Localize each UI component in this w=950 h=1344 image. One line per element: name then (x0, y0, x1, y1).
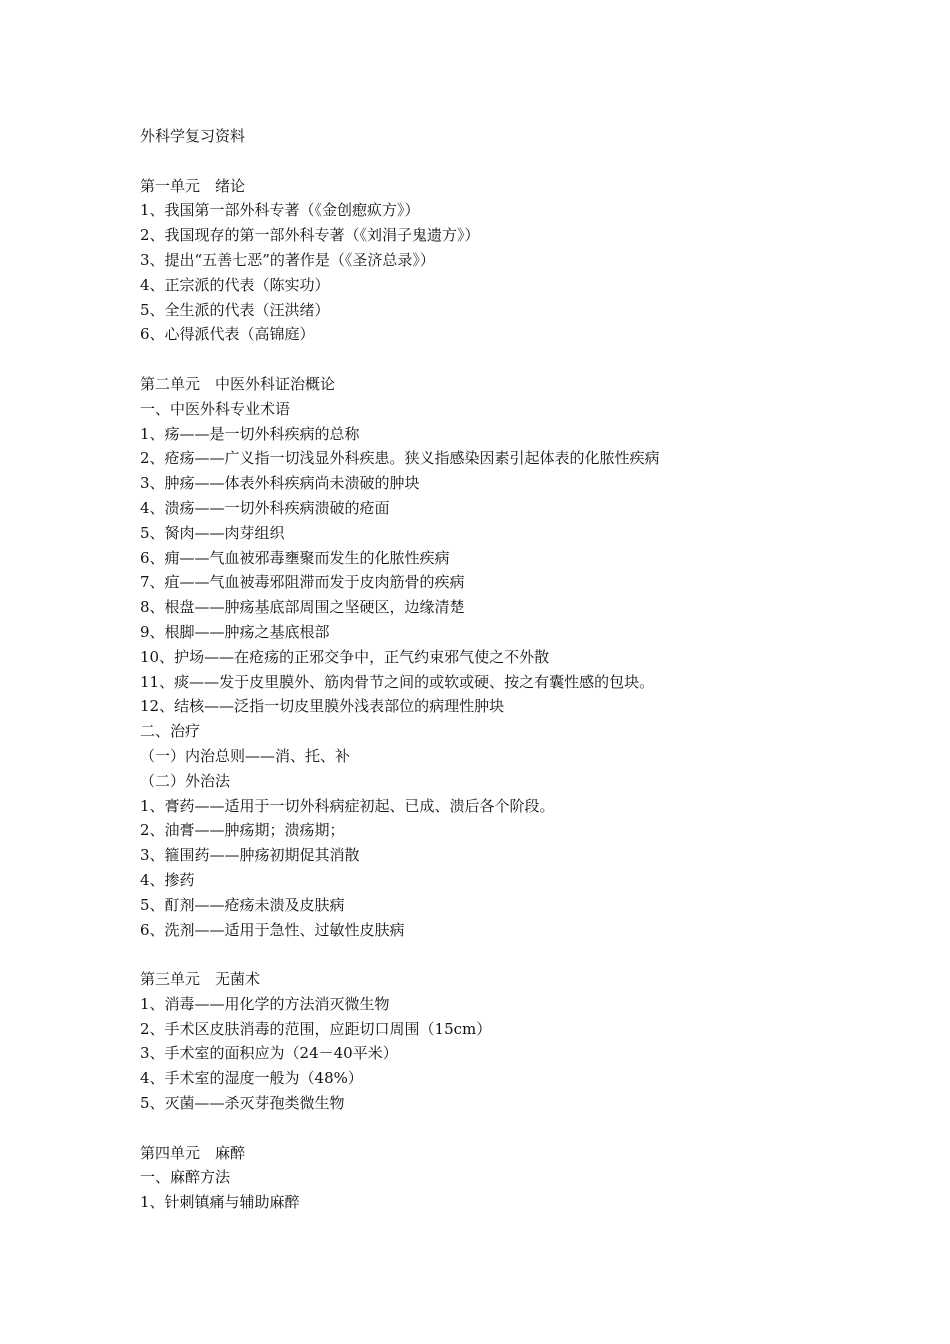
list-item: 5、全生派的代表（汪洪绪） (140, 300, 330, 319)
list-item: 6、痈——气血被邪毒壅聚而发生的化脓性疾病 (140, 548, 450, 567)
blank-line (140, 149, 900, 174)
list-item: 9、根脚——肿疡之基底根部 (140, 622, 330, 641)
blank-line (140, 347, 900, 372)
list-item: 4、掺药 (140, 870, 195, 889)
unit4-heading: 第四单元 麻醉 (140, 1143, 246, 1162)
list-item: 2、疮疡——广义指一切浅显外科疾患。狭义指感染因素引起体表的化脓性疾病 (140, 449, 660, 468)
list-item: 6、洗剂——适用于急性、过敏性皮肤病 (140, 920, 405, 939)
internal-treatment-principle: （一）内治总则——消、托、补 (140, 746, 351, 765)
list-item: 5、灭菌——杀灭芽孢类微生物 (140, 1094, 345, 1113)
blank-line (140, 942, 900, 967)
list-item: 3、手术室的面积应为（24－40平米） (140, 1044, 398, 1063)
list-item: 1、我国第一部外科专著（《金创瘛疭方》） (140, 201, 420, 220)
list-item: 8、根盘——肿疡基底部周围之坚硬区，边缘清楚 (140, 598, 465, 617)
document-title: 外科学复习资料 (140, 127, 246, 145)
list-item: 5、胬肉——肉芽组织 (140, 523, 285, 542)
list-item: 2、我国现存的第一部外科专著（《刘涓子鬼遗方》） (140, 226, 480, 245)
list-item: 3、肿疡——体表外科疾病尚未溃破的肿块 (140, 474, 420, 493)
list-item: 1、膏药——适用于一切外科病症初起、已成、溃后各个阶段。 (140, 796, 555, 815)
list-item: 10、护场——在疮疡的正邪交争中，正气约束邪气使之不外散 (140, 647, 550, 666)
unit1-heading: 第一单元 绪论 (140, 176, 246, 195)
list-item: 1、消毒——用化学的方法消灭微生物 (140, 994, 390, 1013)
list-item: 12、结核——泛指一切皮里膜外浅表部位的病理性肿块 (140, 697, 505, 716)
document-page (140, 124, 900, 1215)
unit4-subheading-methods: 一、麻醉方法 (140, 1168, 231, 1187)
list-item: 1、针刺镇痛与辅助麻醉 (140, 1193, 300, 1212)
list-item: 4、正宗派的代表（陈实功） (140, 275, 330, 294)
list-item: 2、油膏——肿疡期；溃疡期； (140, 821, 345, 840)
list-item: 4、手术室的湿度一般为（48%） (140, 1069, 363, 1088)
list-item: 7、疽——气血被毒邪阻滞而发于皮肉筋骨的疾病 (140, 573, 465, 592)
list-item: 5、酊剂——疮疡未溃及皮肤病 (140, 895, 345, 914)
external-treatment-heading: （二）外治法 (140, 771, 231, 790)
list-item: 2、手术区皮肤消毒的范围，应距切口周围（15cm） (140, 1019, 492, 1038)
unit2-subheading-treatment: 二、治疗 (140, 722, 201, 741)
list-item: 6、心得派代表（高锦庭） (140, 325, 315, 344)
blank-line (140, 1116, 900, 1141)
unit2-subheading-terms: 一、中医外科专业术语 (140, 399, 291, 418)
list-item: 1、疡——是一切外科疾病的总称 (140, 424, 360, 443)
list-item: 11、痰——发于皮里膜外、筋肉骨节之间的或软或硬、按之有囊性感的包块。 (140, 672, 655, 691)
unit3-heading: 第三单元 无菌术 (140, 970, 261, 989)
list-item: 3、提出“五善七恶”的著作是（《圣济总录》） (140, 250, 435, 269)
list-item: 3、箍围药——肿疡初期促其消散 (140, 846, 360, 865)
list-item: 4、溃疡——一切外科疾病溃破的疮面 (140, 498, 390, 517)
unit2-heading: 第二单元 中医外科证治概论 (140, 374, 336, 393)
